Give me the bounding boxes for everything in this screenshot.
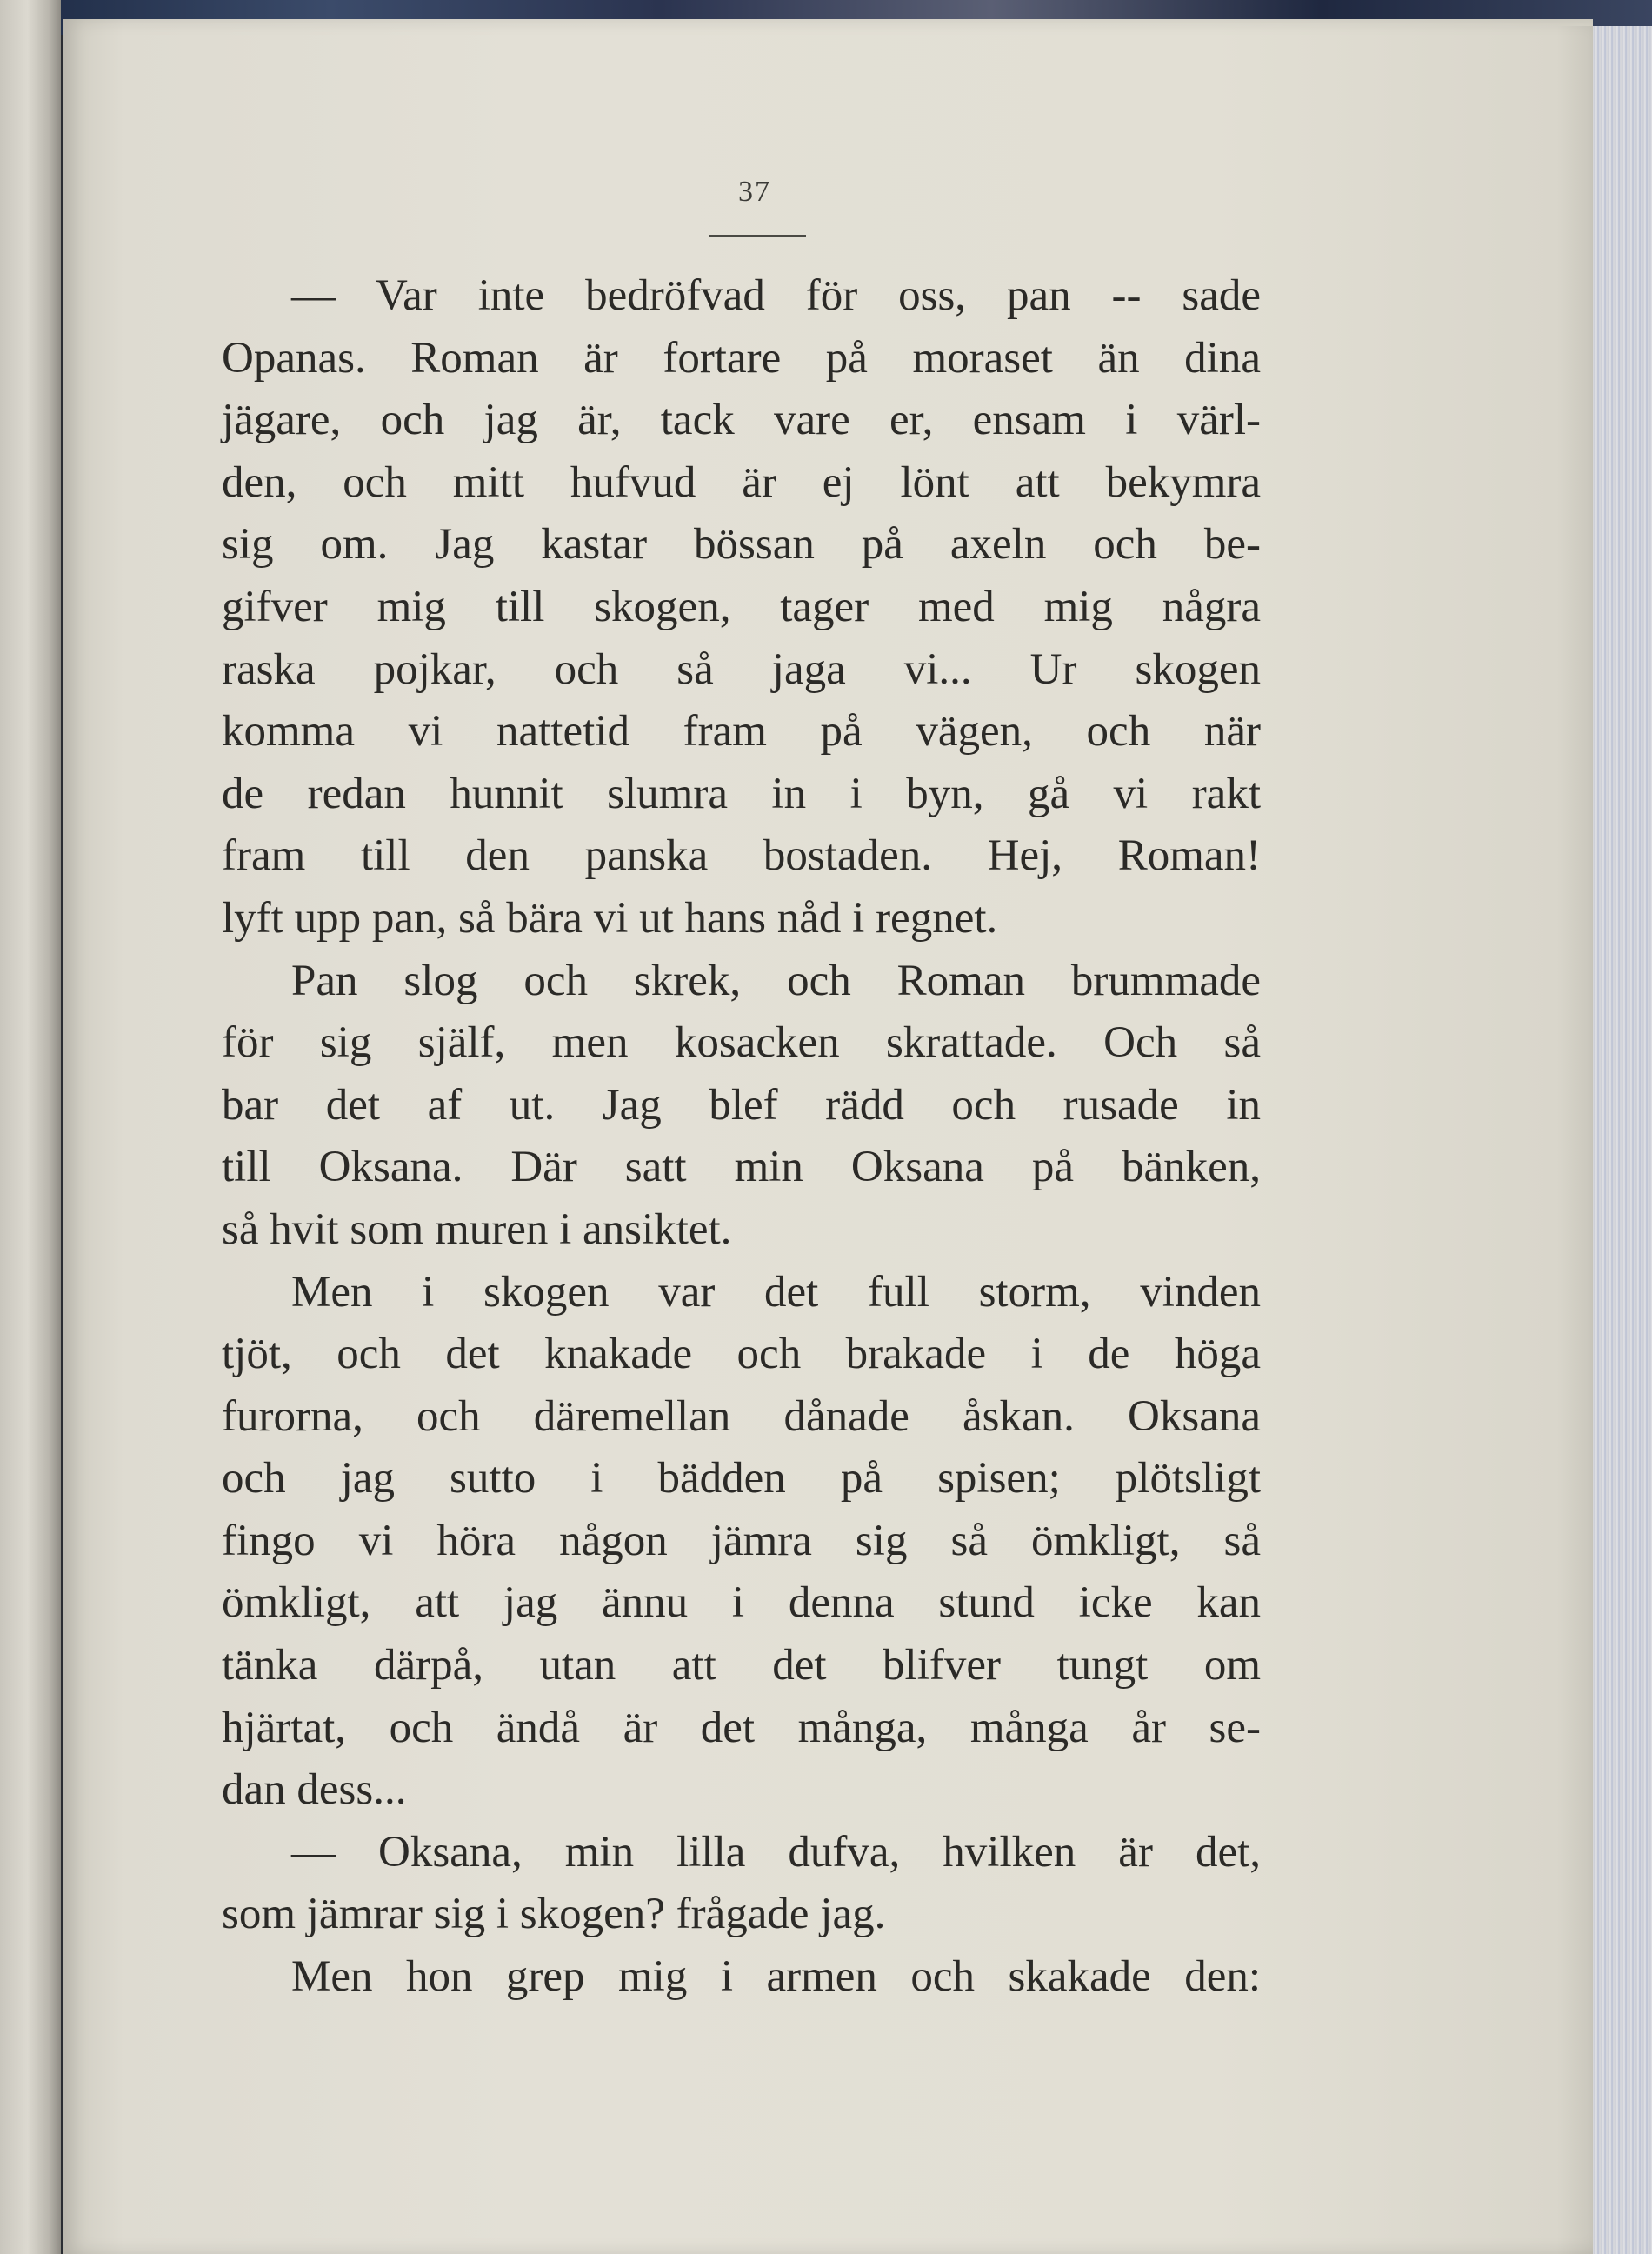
facing-page-edge: [0, 0, 61, 2254]
text-line: Opanas. Roman är fortare på moraset än dina: [222, 333, 1261, 383]
text-line: hjärtat, och ändå är det många, många år se-: [222, 1703, 1261, 1752]
text-line: fram till den panska bostaden. Hej, Roman!: [222, 831, 1261, 881]
text-line: den, och mitt hufvud är ej lönt att bekymra: [222, 457, 1261, 507]
text-line: gifver mig till skogen, tager med mig några: [222, 582, 1261, 631]
text-line: lyft upp pan, så bära vi ut hans nåd i regnet.: [222, 893, 998, 943]
text-line: och jag sutto i bädden på spisen; plötsligt: [222, 1454, 1261, 1504]
text-line: fingo vi höra någon jämra sig så ömkligt, så: [222, 1516, 1261, 1565]
text-line: tjöt, och det knakade och brakade i de höga: [222, 1330, 1261, 1379]
text-line: komma vi nattetid fram på vägen, och när: [222, 707, 1261, 757]
page-number: 37: [738, 176, 771, 208]
text-line: ömkligt, att jag ännu i denna stund icke kan: [222, 1578, 1261, 1628]
text-line: bar det af ut. Jag blef rädd och rusade in: [222, 1080, 1261, 1130]
text-line: furorna, och däremellan dånade åskan. Oksana: [222, 1391, 1261, 1441]
text-line: raska pojkar, och så jaga vi... Ur skogen: [222, 644, 1261, 694]
text-line: Pan slog och skrek, och Roman brummade: [291, 956, 1261, 1005]
text-line: jägare, och jag är, tack vare er, ensam i värl-: [222, 396, 1261, 445]
text-line: till Oksana. Där satt min Oksana på bänken,: [222, 1143, 1261, 1192]
text-line: dan dess...: [222, 1765, 407, 1815]
text-line: för sig själf, men kosacken skrattade. Och så: [222, 1018, 1261, 1068]
text-line: — Var inte bedröfvad för oss, pan -- sade: [291, 271, 1261, 320]
text-line: Men hon grep mig i armen och skakade den:: [291, 1952, 1261, 2002]
text-line: så hvit som muren i ansiktet.: [222, 1204, 732, 1254]
body-text: [222, 265, 1261, 2009]
text-line: som jämrar sig i skogen? frågade jag.: [222, 1890, 886, 1939]
text-line: de redan hunnit slumra in i byn, gå vi rakt: [222, 769, 1261, 818]
text-line: sig om. Jag kastar bössan på axeln och be-: [222, 520, 1261, 570]
page-stack-edges: [1593, 26, 1652, 2254]
text-line: Men i skogen var det full storm, vinden: [291, 1267, 1261, 1317]
text-line: tänka därpå, utan att det blifver tungt om: [222, 1641, 1261, 1690]
page-number-rule: [709, 235, 806, 237]
text-line: — Oksana, min lilla dufva, hvilken är det,: [291, 1827, 1261, 1877]
